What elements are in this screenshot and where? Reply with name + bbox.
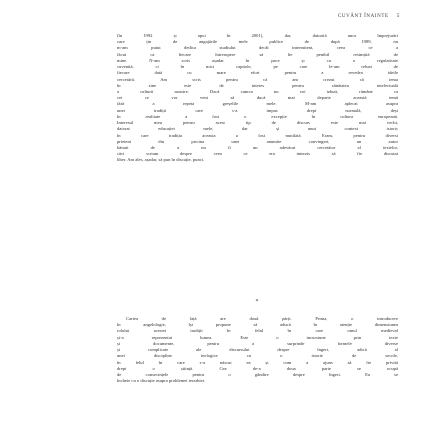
section-separator: * [255,299,259,305]
paragraph-2 [117,316,398,384]
page-number: 5 [396,13,400,19]
paragraph-1 [117,33,398,164]
text-line: fără a repeta greșelile mele. M-am aplecat asupra [117,101,398,107]
text-line: drept o știință. Cea de-a doua parte se ocupă [117,365,398,371]
text-line: (în 1992 și apoi în 2001), dar, datorită unor împrejurări [117,33,398,38]
text-line: datorat educației mele, dar și unui context istoric [117,126,398,132]
text-line: făcut ca fiecare întrerupere să fie penibil resimțită de [117,51,398,57]
text-line: prieteni din pricina unei anumite convingeri, un autor [117,138,398,144]
text-line: a culturii noastre. Dacă cumva nu voi izbuti, rămâne ca [117,88,398,94]
text-line: cuvenită, ci în mici capitole, pe care le-am reluat de [117,64,398,70]
text-line: căci scriam despre ceea ce era interzis să fie discutat [117,151,398,157]
text-line: de consecințele pentru o gândire despre îngeri. Ea se [117,371,398,377]
text-line: și-a reprezentat lumea. Este o incursiune prin texte [117,334,398,340]
running-head [250,13,400,19]
text-line: unei tradiții care s-a impus drept normală, deși [117,107,398,113]
text-line: și documente, pentru a surprinde formele diverse [117,340,398,346]
text-line: care țin de angajările mele publice de după 1989, nu [117,39,398,45]
text-line: unei discipline teologice cu o istorie de secole, [117,353,398,359]
text-line: și complicate ale discursului despre îngeri, adică al [117,347,398,353]
text-line: bănuit de a nu fi un adevărat cercetător al textelor, [117,144,398,150]
text-line: încheie cu o discuție asupra problemei ierarhiei. [117,378,206,384]
text-line: m-am putut dedica studiului decât intermitent, ceea ce a [117,45,398,51]
text-line: în care tradiția aceasta a fost mutilată. Eram, pentru diversi [117,132,398,138]
text-line: liber. Am ales, așadar, să pun în discuție, punct. [117,157,205,163]
text-line: rolului acestei tradiții în felul în care omul medieval [117,328,398,334]
text-line: în felul în care s-a născut ea și cum a ajuns să fie privită [117,359,398,365]
text-line: cei ce vor veni să ducă mai departe această temă [117,95,398,101]
text-line: mine. N-am scris așadar în pace și cu o regularitate [117,57,398,63]
running-title: CUVÂNT ÎNAINTE [337,14,389,19]
text-line: cercetării. Am scris pentru că am crezut că tema [117,76,398,82]
text-line: în sine este de interes pentru sănătatea intelectuală [117,82,398,88]
text-line: în angelologie, își propune să aducă în atenție dimensiunea [117,322,398,328]
text-line: fiecare dată cu mare efort pentru a revedea ideile [117,70,398,76]
text-line: în realitate a fost o excepție în cultura europeană. [117,113,398,119]
text-line: Interesul meu pentru acest tip de discurs este mai vechi, [117,120,398,126]
text-line: Cartea de față are două părți. Prima, o introducere [126,316,398,321]
